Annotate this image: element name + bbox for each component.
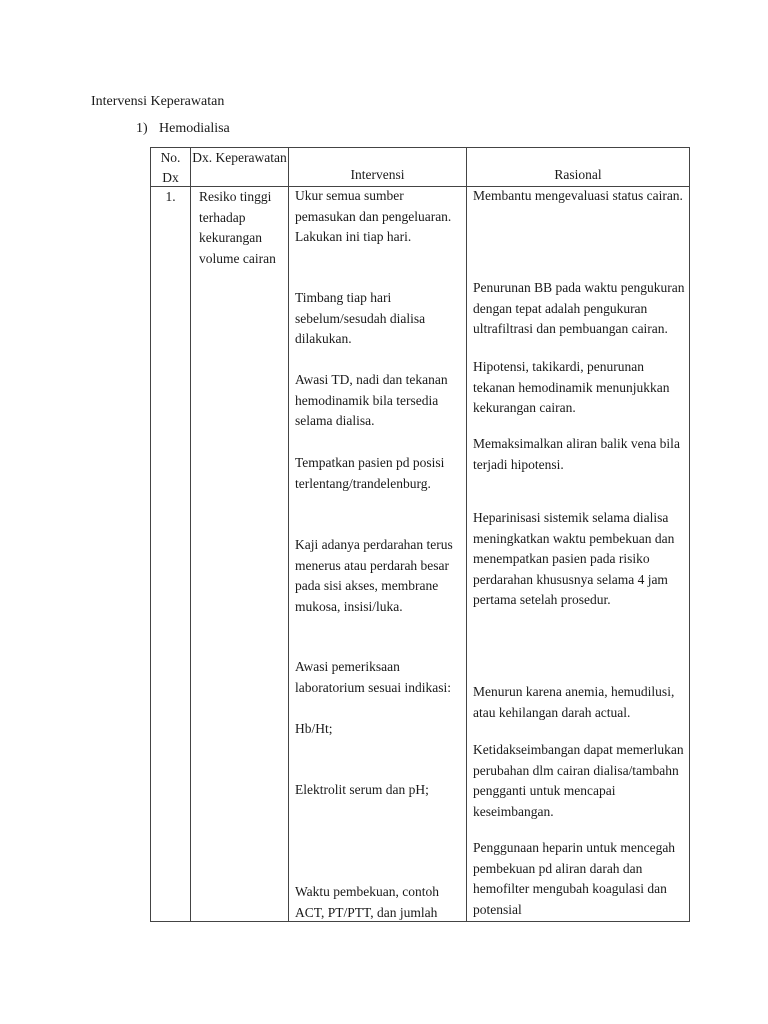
section-title: Hemodialisa bbox=[159, 121, 230, 136]
header-rasional: Rasional bbox=[554, 167, 602, 182]
row-number: 1. bbox=[165, 189, 176, 204]
intervensi-item: Elektrolit serum dan pH; bbox=[295, 782, 429, 797]
rasional-item: Menurun karena anemia, hemudilusi, atau kehilangan darah actual. bbox=[473, 684, 675, 720]
intervensi-item: Tempatkan pasien pd posisi terlentang/trandelenburg. bbox=[295, 455, 445, 491]
section-number: 1) bbox=[136, 121, 148, 136]
section-heading bbox=[136, 121, 230, 137]
rasional-item: Memaksimalkan aliran balik vena bila terjadi hipotensi. bbox=[473, 436, 680, 472]
rasional-item: Membantu mengevaluasi status cairan. bbox=[473, 188, 683, 203]
intervensi-item: Hb/Ht; bbox=[295, 721, 333, 736]
rasional-cell bbox=[473, 148, 685, 921]
header-no-dx: No. Dx bbox=[160, 150, 181, 185]
rasional-item: Heparinisasi sistemik selama dialisa meningkatkan waktu pembekuan dan menempatkan pasien pada risiko perdarahan khususnya selama 4 jam pertama setelah prosedur. bbox=[473, 510, 675, 607]
rasional-item: Penurunan BB pada waktu pengukuran dengan tepat adalah pengukuran ultrafiltrasi dan pembuangan cairan. bbox=[473, 280, 685, 336]
column-divider bbox=[190, 148, 191, 921]
intervensi-item: Kaji adanya perdarahan terus menerus atau perdarah besar pada sisi akses, membrane mukosa, insisi/luka. bbox=[295, 537, 453, 614]
intervention-table bbox=[150, 147, 690, 922]
column-divider bbox=[288, 148, 289, 921]
rasional-item: Hipotensi, takikardi, penurunan tekanan hemodinamik menunjukkan kekurangan cairan. bbox=[473, 359, 670, 415]
column-divider bbox=[466, 148, 467, 921]
intervensi-item: Awasi pemeriksaan laboratorium sesuai indikasi: bbox=[295, 659, 451, 695]
intervensi-item: Waktu pembekuan, contoh ACT, PT/PTT, dan jumlah bbox=[295, 884, 439, 920]
header-dx-keperawatan: Dx. Keperawatan bbox=[192, 150, 287, 165]
rasional-item: Ketidakseimbangan dapat memerlukan perubahan dlm cairan dialisa/tambahn pengganti untuk mencapai keseimbangan. bbox=[473, 742, 684, 819]
intervensi-item: Ukur semua sumber pemasukan dan pengeluaran. Lakukan ini tiap hari. bbox=[295, 188, 452, 244]
intervensi-item: Timbang tiap hari sebelum/sesudah dialisa dilakukan. bbox=[295, 290, 426, 346]
row-diagnosis: Resiko tinggi terhadap kekurangan volume cairan bbox=[199, 189, 276, 266]
header-intervensi: Intervensi bbox=[350, 167, 405, 182]
intervensi-item: Awasi TD, nadi dan tekanan hemodinamik bila tersedia selama dialisa. bbox=[295, 372, 448, 428]
rasional-item: Penggunaan heparin untuk mencegah pembekuan pd aliran darah dan hemofilter mengubah koagulasi dan potensial bbox=[473, 840, 676, 917]
intervensi-cell bbox=[295, 148, 463, 921]
document-heading: Intervensi Keperawatan bbox=[91, 94, 225, 109]
